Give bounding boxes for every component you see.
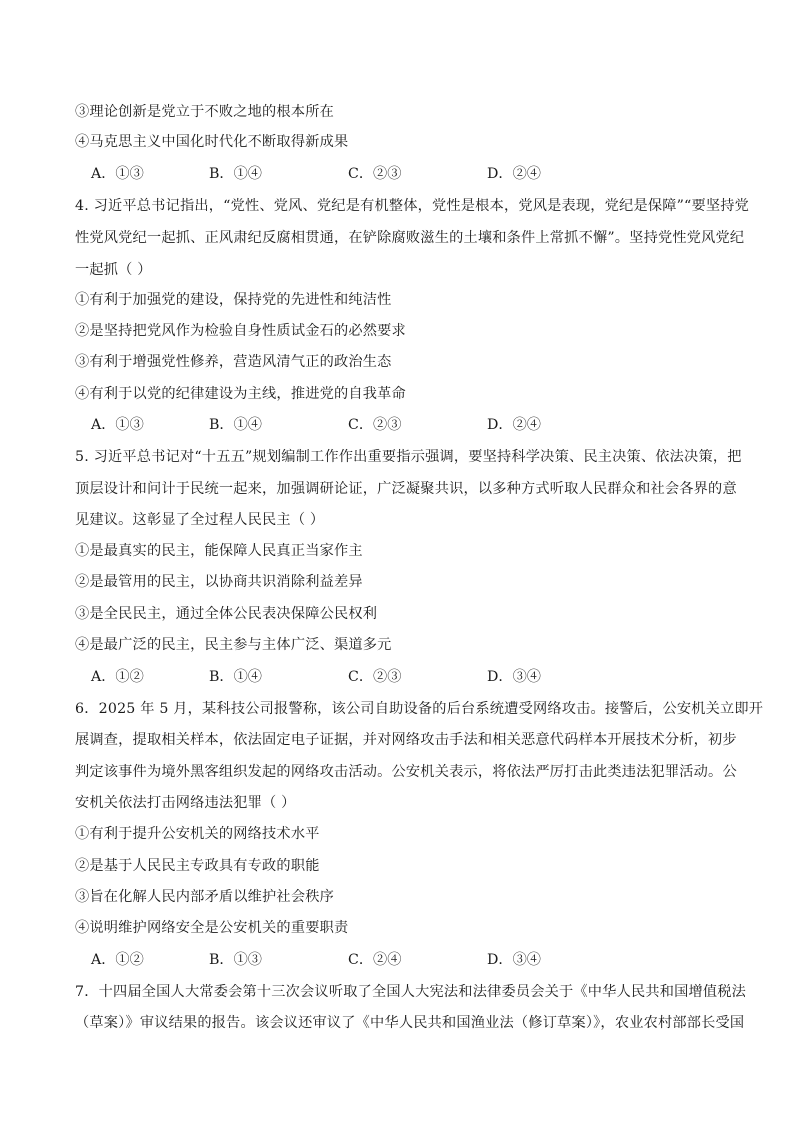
q5-item-1: ①是最真实的民主，能保障人民真正当家作主: [75, 543, 363, 559]
q3-item-4: ④马克思主义中国化时代化不断取得新成果: [75, 134, 349, 150]
q3-choice-a[interactable]: A．①③: [91, 166, 144, 182]
q5-item-2: ②是最管用的民主，以协商共识消除利益差异: [75, 574, 363, 590]
q6-item-4: ④说明维护网络安全是公安机关的重要职责: [75, 920, 349, 936]
q4-item-3: ③有利于增强党性修养，营造风清气正的政治生态: [75, 354, 392, 370]
q4-choice-a[interactable]: A．①③: [91, 417, 144, 433]
q5-item-4: ④是最广泛的民主，民主参与主体广泛、渠道多元: [75, 637, 392, 653]
q5-item-3: ③是全民民主，通过全体公民表决保障公民权利: [75, 606, 378, 622]
q5-choice-b[interactable]: B．①④: [209, 669, 262, 685]
q3-choice-d[interactable]: D．②④: [487, 166, 541, 182]
q6-stem-line-1: 6．2025 年 5 月，某科技公司报警称，该公司自助设备的后台系统遭受网络攻击。接警后，公安机关立即开: [75, 701, 764, 717]
q4-stem-line-1: 4. 习近平总书记指出，“党性、党风、党纪是有机整体，党性是根本，党风是表现，党纪是保障”“要坚持党: [75, 198, 750, 214]
q4-item-1: ①有利于加强党的建设，保持党的先进性和纯洁性: [75, 292, 392, 308]
q4-item-2: ②是坚持把党风作为检验自身性质试金石的必然要求: [75, 323, 406, 339]
q5-choice-a[interactable]: A．①②: [91, 669, 144, 685]
q4-item-4: ④有利于以党的纪律建设为主线，推进党的自我革命: [75, 386, 406, 402]
q6-item-3: ③旨在化解人民内部矛盾以维护社会秩序: [75, 889, 334, 905]
q3-choice-b[interactable]: B．①④: [209, 166, 262, 182]
q5-choice-c[interactable]: C．②③: [348, 669, 402, 685]
q3-item-3: ③理论创新是党立于不败之地的根本所在: [75, 104, 334, 120]
q4-choices: [91, 415, 731, 435]
q6-stem-line-3: 判定该事件为境外黑客组织发起的网络攻击活动。公安机关表示，将依法严厉打击此类违法犯罪活动。公: [75, 764, 737, 780]
q3-choice-c[interactable]: C．②③: [348, 166, 402, 182]
q5-stem-line-3: 见建议。这彰显了全过程人民民主（ ）: [75, 512, 325, 528]
q6-stem-line-2: 展调查，提取相关样本，依法固定电子证据，并对网络攻击手法和相关恶意代码样本开展技术分析，初步: [75, 732, 737, 748]
q3-choices: [91, 164, 731, 184]
q5-stem-line-1: 5. 习近平总书记对“十五五”规划编制工作作出重要指示强调，要坚持科学决策、民主决策、依法决策，把: [75, 449, 742, 465]
q7-stem-line-1: 7．十四届全国人大常委会第十三次会议听取了全国人大宪法和法律委员会关于《中华人民共和国增值税法: [75, 984, 747, 1000]
q6-item-1: ①有利于提升公安机关的网络技术水平: [75, 826, 320, 842]
q4-stem-line-2: 性党风党纪一起抓、正风肃纪反腐相贯通，在铲除腐败滋生的土壤和条件上常抓不懈”。坚持党性党风党纪: [75, 230, 745, 246]
q5-choices: [91, 667, 731, 687]
q4-stem-line-3: 一起抓（ ）: [75, 262, 152, 278]
q4-choice-c[interactable]: C．②③: [348, 417, 402, 433]
q6-choice-b[interactable]: B．①③: [209, 952, 262, 968]
q6-choice-a[interactable]: A．①②: [91, 952, 144, 968]
q5-choice-d[interactable]: D．③④: [487, 669, 541, 685]
q6-item-2: ②是基于人民民主专政具有专政的职能: [75, 858, 320, 874]
q4-choice-d[interactable]: D．②④: [487, 417, 541, 433]
q6-choice-d[interactable]: D．③④: [487, 952, 541, 968]
q7-stem-line-2: （草案）》审议结果的报告。该会议还审议了《中华人民共和国渔业法（修订草案）》，农业农村部部长受国: [75, 1015, 745, 1031]
q6-choices: [91, 950, 731, 970]
q6-stem-line-4: 安机关依法打击网络违法犯罪（ ）: [75, 795, 296, 811]
q6-choice-c[interactable]: C．②④: [348, 952, 402, 968]
q4-choice-b[interactable]: B．①④: [209, 417, 262, 433]
q5-stem-line-2: 顶层设计和问计于民统一起来，加强调研论证，广泛凝聚共识，以多种方式听取人民群众和社会各界的意: [75, 481, 737, 497]
